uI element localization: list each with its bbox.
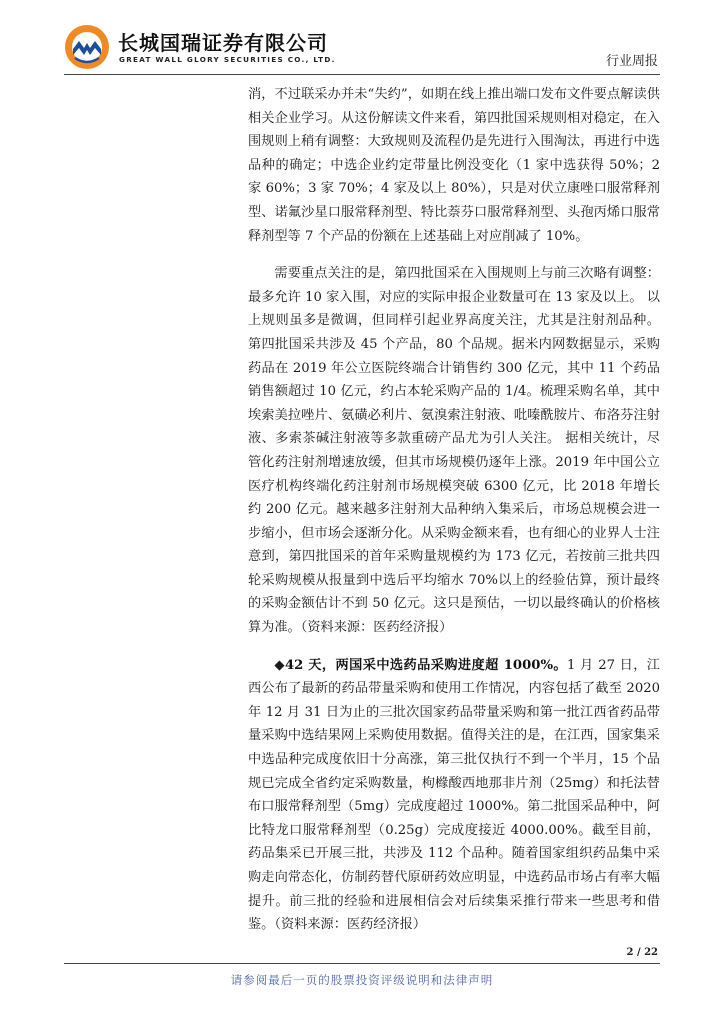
company-logo-icon [64, 24, 110, 70]
page-header [0, 0, 724, 80]
body-paragraph: 需要重点关注的是，第四批国采在入围规则上与前三次略有调整：最多允许 10 家入围，对应的实际申报企业数量可在 13 家及以上。 以上规则虽多是微调，但同样引起业界高度关注，尤其是注射剂品种。 第四批国采共涉及 45 个产品，80 个品规。据米内网数据显示，采购药品在 2019 年公立医院终端合计销售约 300 亿元，其中 11 个药品销售额超过 10 亿元，约占本轮采购产品的 1/4。梳理采购名单，其中埃索美拉唑片、氨磺必利片、氨溴索注射液、吡嗪酰胺片、布洛芬注射液、多索茶碱注射液等多款重磅产品尤为引人关注。 据相关统计，尽管化药注射剂增速放缓，但其市场规模仍逐年上涨。2019 年中国公立医疗机构终端化药注射剂市场规模突破 6300 亿元，比 2018 年增长约 200 亿元。越来越多注射剂大品种纳入集采后，市场总规模会进一步缩小，但市场会逐渐分化。从采购金额来看，也有细心的业界人士注意到，第四批国采的首年采购量规模约为 173 亿元，若按前三批共四轮采购规模从报量到中选后平均缩水 70%以上的经验估算，预计最终的采购金额估计不到 50 亿元。这只是预估，一切以最终确认的价格核算为准。（资料来源：医药经济报） [248, 266, 660, 636]
company-name-en: GREAT WALL GLORY SECURITIES CO., LTD. [119, 55, 336, 64]
report-body [248, 83, 660, 937]
footer-disclaimer: 请参阅最后一页的股票投资评级说明和法律声明 [230, 973, 494, 987]
document-type: 行业周报 [605, 54, 658, 69]
footer-divider [64, 963, 660, 964]
page-number: 2 / 22 [626, 947, 658, 958]
bullet-icon: ◆ [274, 657, 285, 673]
news-headline: 42 天，两国采中选药品采购进度超 1000%。 [284, 657, 567, 673]
body-paragraph: 消，不过联采办并未“失约”，如期在线上推出端口发布文件要点解读供相关企业学习。从这份解读文件来看，第四批国采规则相对稳定，在入围规则上稍有调整：大致规则及流程仍是先进行入围淘汰，再进行中选品种的确定；中选企业约定带量比例没变化（1 家中选获得 50%；2 家 60%；3 家 70%；4 家及以上 80%），只是对伏立康唑口服常释剂型、诺氟沙星口服常释剂型、特比萘芬口服常释剂型、头孢丙烯口服常释剂型等 7 个产品的份额在上述基础上对应削减了 10%。 [248, 87, 660, 244]
news-item [248, 654, 660, 937]
header-divider [64, 74, 660, 75]
news-text: 1 月 27 日，江西公布了最新的药品带量采购和使用工作情况，内容包括了截至 2020 年 12 月 31 日为止的三批次国家药品带量采购和第一批江西省药品带量采购中选结果网上采购使用数据。值得关注的是，在江西，国家集采中选品种完成度依旧十分高涨，第三批仅执行不到一个半月，15 个品规已完成全省约定采购数量，枸橼酸西地那非片剂（25mg）和托法替布口服常释剂型（5mg）完成度超过 1000%。第二批国采品种中，阿比特龙口服常释剂型（0.25g）完成度接近 4000.00%。截至目前，药品集采已开展三批，共涉及 112 个品种。随着国家组织药品集中采购走向常态化，仿制药替代原研药效应明显，中选药品市场占有率大幅提升。前三批的经验和进展相信会对后续集采推行带来一些思考和借鉴。（资料来源：医药经济报） [248, 657, 660, 933]
company-name-cn: 长城国瑞证券有限公司 [118, 31, 328, 55]
